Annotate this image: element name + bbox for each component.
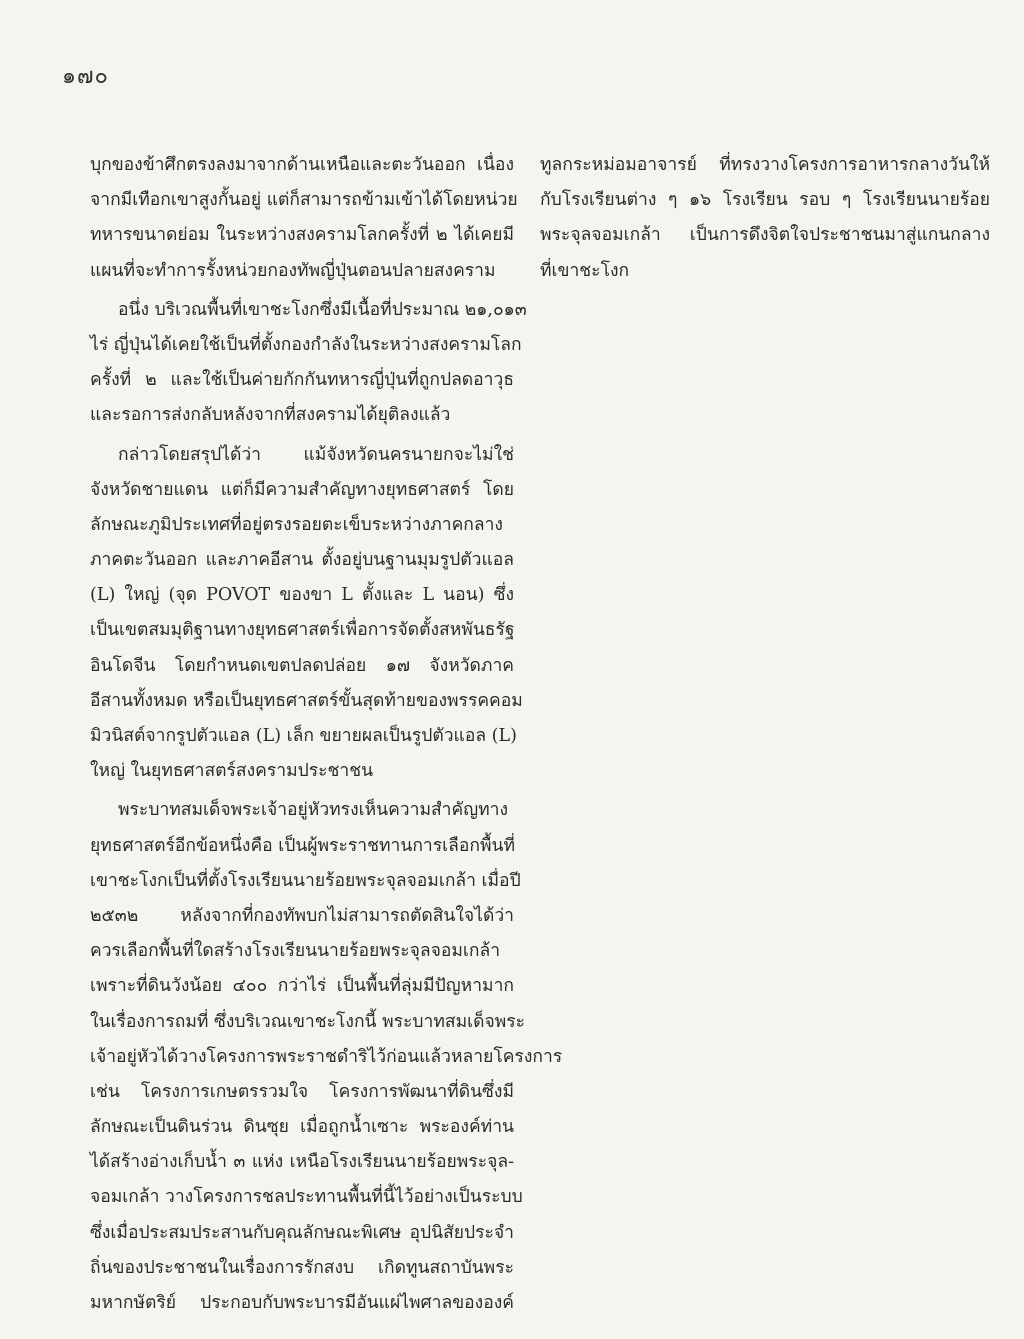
text-line: บุกของข้าศึกตรงลงมาจากด้านเหนือและตะวันออก เนื่อง — [90, 155, 514, 175]
text-line: จากมีเทือกเขาสูงกั้นอยู่ แต่ก็สามารถข้ามเข้าได้โดยหน่วย — [90, 190, 518, 211]
text-line: เพราะที่ดินวังน้อย ๔๐๐ กว่าไร่ เป็นพื้นที่ลุ่มมีปัญหามาก — [90, 976, 514, 997]
text-line: ลักษณะภูมิประเทศที่อยู่ตรงรอยตะเข็บระหว่างภาคกลาง — [90, 514, 503, 535]
text-line: เป็นเขตสมมุติฐานทางยุทธศาสตร์เพื่อการจัดตั้งสหพันธรัฐ — [90, 620, 515, 641]
text-line: ใหญ่ ในยุทธศาสตร์สงครามประชาชน — [90, 761, 374, 782]
paragraph-4 — [90, 793, 563, 1321]
text-line: อนึ่ง บริเวณพื้นที่เขาชะโงกซึ่งมีเนื้อที่ประมาณ ๒๑,๐๑๓ — [118, 299, 527, 320]
text-line: แผนที่จะทำการรั้งหน่วยกองทัพญี่ปุ่นตอนปลายสงคราม — [90, 260, 496, 281]
paragraph-continuation — [540, 148, 990, 289]
paragraph-2 — [90, 293, 527, 434]
text-line: มหากษัตริย์ ประกอบกับพระบารมีอันแผ่ไพศาลขององค์ — [90, 1293, 514, 1313]
text-line: ถิ่นของประชาชนในเรื่องการรักสงบ เกิดทูนสถาบันพระ — [90, 1257, 514, 1278]
text-line: ควรเลือกพื้นที่ใดสร้างโรงเรียนนายร้อยพระจุลจอมเกล้า — [90, 941, 501, 962]
text-line: ๒๕๓๒ หลังจากที่กองทัพบกไม่สามารถตัดสินใจได้ว่า — [90, 905, 514, 926]
text-line: มิวนิสต์จากรูปตัวแอล (L) เล็ก ขยายผลเป็นรูปตัวแอล (L) — [90, 726, 517, 746]
text-line: กล่าวโดยสรุปได้ว่า แม้จังหวัดนครนายกจะไม่ใช่ — [118, 444, 514, 465]
text-line: จอมเกล้า วางโครงการชลประทานพื้นที่นี้ไว้อย่างเป็นระบบ — [90, 1187, 523, 1208]
text-line: ทูลกระหม่อมอาจารย์ ที่ทรงวางโครงการอาหารกลางวันให้ — [540, 155, 990, 175]
text-line: ลักษณะเป็นดินร่วน ดินซุย เมื่อถูกน้ำเซาะ พระองค์ท่าน — [90, 1117, 514, 1138]
text-line: (L) ใหญ่ (จุด POVOT ของขา L ตั้งและ L นอน) ซึ่ง — [90, 585, 514, 606]
text-line: กับโรงเรียนต่าง ๆ ๑๖ โรงเรียน รอบ ๆ โรงเรียนนายร้อย — [540, 190, 990, 211]
page-number: ๑๗๐ — [62, 64, 109, 89]
text-line: อินโดจีน โดยกำหนดเขตปลดปล่อย ๑๗ จังหวัดภาค — [90, 655, 514, 676]
text-line: เจ้าอยู่หัวได้วางโครงการพระราชดำริไว้ก่อนแล้วหลายโครงการ — [90, 1046, 563, 1067]
text-line: จังหวัดชายแดน แต่ก็มีความสำคัญทางยุทธศาสตร์ โดย — [90, 479, 514, 500]
text-line: ในเรื่องการถมที่ ซึ่งบริเวณเขาชะโงกนี้ พระบาทสมเด็จพระ — [90, 1011, 526, 1032]
text-line: อีสานทั้งหมด หรือเป็นยุทธศาสตร์ขั้นสุดท้ายของพรรคคอม — [90, 690, 523, 711]
paragraph-3 — [90, 438, 523, 790]
text-line: ที่เขาชะโงก — [540, 260, 630, 281]
text-line: ครั้งที่ ๒ และใช้เป็นค่ายกักกันทหารญี่ปุ่นที่ถูกปลดอาวุธ — [90, 370, 514, 391]
text-line: เช่น โครงการเกษตรรวมใจ โครงการพัฒนาที่ดินซึ่งมี — [90, 1081, 514, 1102]
text-line: เขาชะโงกเป็นที่ตั้งโรงเรียนนายร้อยพระจุลจอมเกล้า เมื่อปี — [90, 870, 521, 891]
paragraph-1 — [90, 148, 518, 289]
right-column — [540, 148, 990, 289]
text-line: ทหารขนาดย่อม ในระหว่างสงครามโลกครั้งที่ ๒ ได้เคยมี — [90, 225, 514, 246]
text-line: ยุทธศาสตร์อีกข้อหนึ่งคือ เป็นผู้พระราชทานการเลือกพื้นที่ — [90, 835, 515, 856]
text-line: พระบาทสมเด็จพระเจ้าอยู่หัวทรงเห็นความสำคัญทาง — [118, 800, 509, 821]
text-line: ซึ่งเมื่อประสมประสานกับคุณลักษณะพิเศษ อุปนิสัยประจำ — [90, 1222, 514, 1243]
text-line: และรอการส่งกลับหลังจากที่สงครามได้ยุติลงแล้ว — [90, 405, 451, 426]
text-line: ภาคตะวันออก และภาคอีสาน ตั้งอยู่บนฐานมุมรูปตัวแอล — [90, 550, 514, 571]
text-line: ได้สร้างอ่างเก็บน้ำ ๓ แห่ง เหนือโรงเรียนนายร้อยพระจุล- — [90, 1152, 514, 1173]
text-line: ไร่ ญี่ปุ่นได้เคยใช้เป็นที่ตั้งกองกำลังในระหว่างสงครามโลก — [90, 334, 522, 355]
text-line: พระจุลจอมเกล้า เป็นการดึงจิตใจประชาชนมาสู่แกนกลาง — [540, 225, 990, 246]
left-column — [90, 148, 563, 1321]
